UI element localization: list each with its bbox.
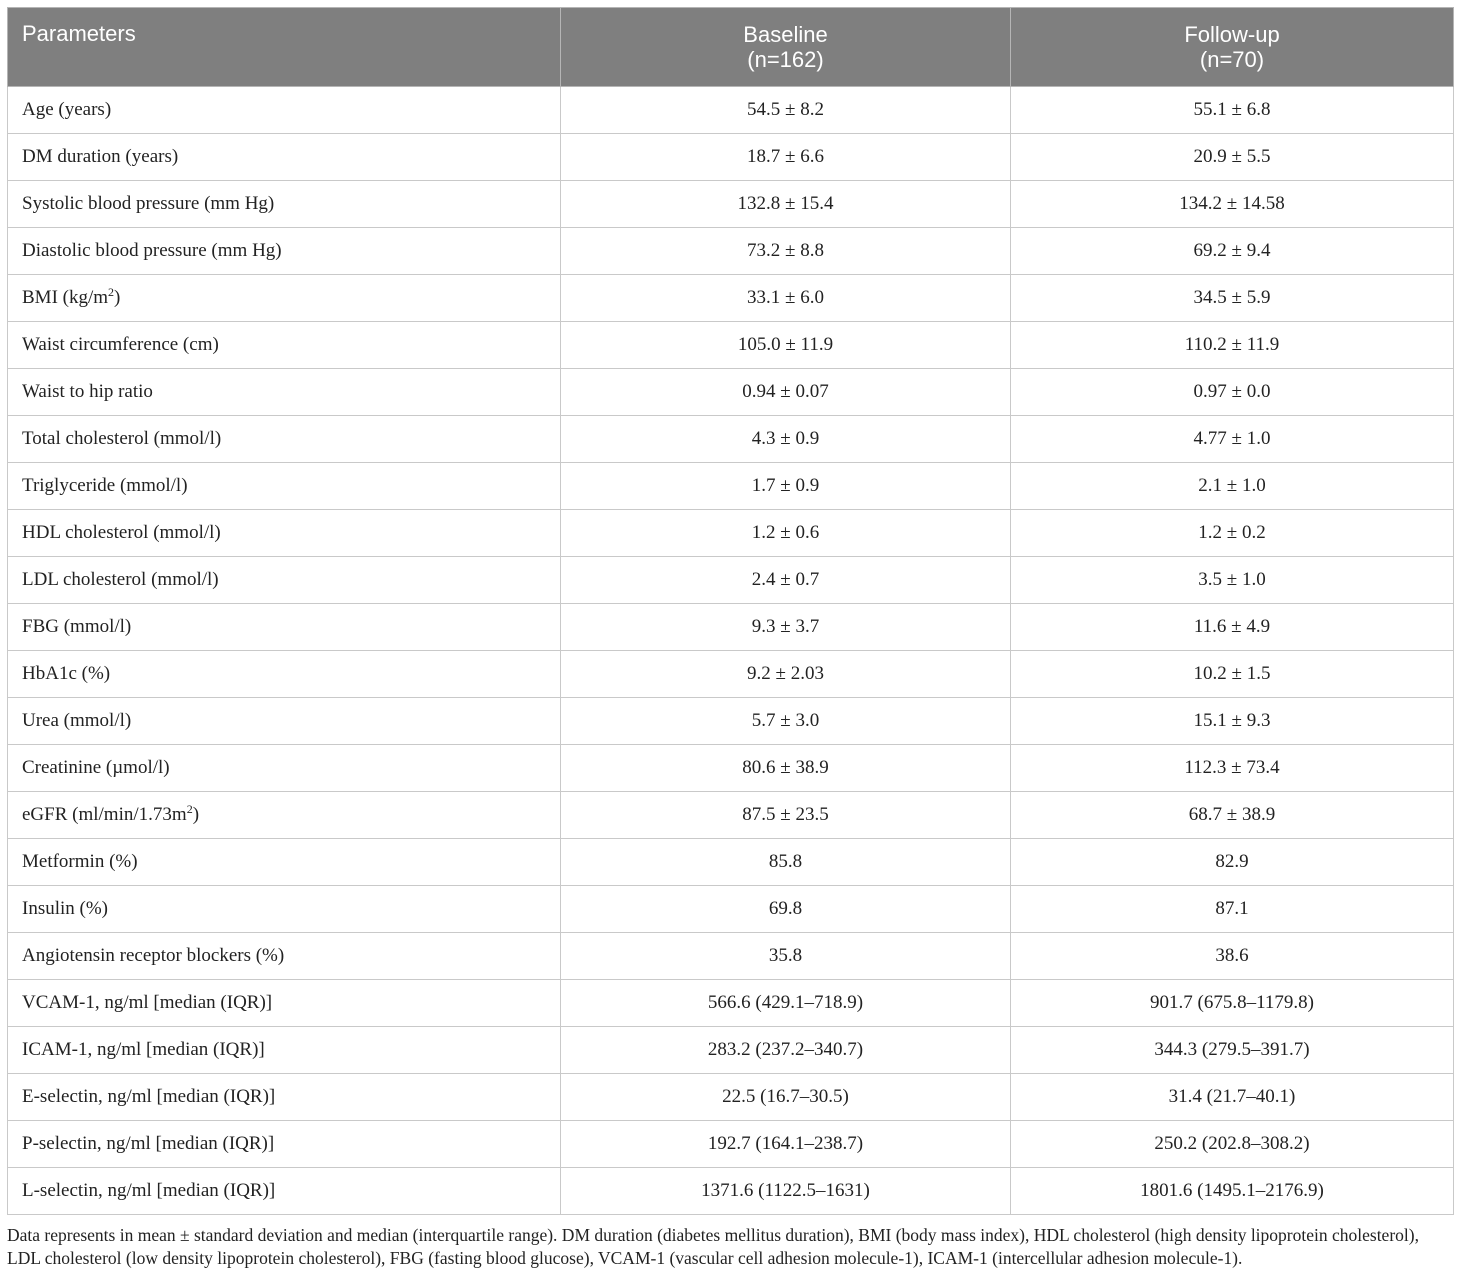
header-parameters: Parameters: [8, 8, 561, 87]
table-row: [8, 322, 1454, 369]
table-row: [8, 1121, 1454, 1168]
followup-value: 10.2 ± 1.5: [1011, 651, 1454, 698]
header-followup-n: (n=70): [1199, 47, 1265, 72]
parameter-label: ICAM-1, ng/ml [median (IQR)]: [22, 1039, 265, 1060]
parameter-label: LDL cholesterol (mmol/l): [22, 569, 219, 590]
baseline-value: 9.2 ± 2.03: [561, 651, 1011, 698]
baseline-value: 105.0 ± 11.9: [561, 322, 1011, 369]
table-row: [8, 651, 1454, 698]
baseline-value: 85.8: [561, 839, 1011, 886]
table-row: [8, 228, 1454, 275]
parameter-label: P-selectin, ng/ml [median (IQR)]: [22, 1133, 275, 1154]
parameter-label: Angiotensin receptor blockers (%): [22, 945, 285, 966]
baseline-value: 54.5 ± 8.2: [561, 87, 1011, 134]
table-row: [8, 134, 1454, 181]
parameter-label: Diastolic blood pressure (mm Hg): [22, 240, 282, 261]
parameter-cell: [8, 463, 561, 510]
followup-value: 69.2 ± 9.4: [1011, 228, 1454, 275]
followup-value: 68.7 ± 38.9: [1011, 792, 1454, 839]
parameter-label: Waist circumference (cm): [22, 334, 219, 355]
baseline-value: 33.1 ± 6.0: [561, 275, 1011, 322]
baseline-value: 283.2 (237.2–340.7): [561, 1027, 1011, 1074]
parameter-label: Waist to hip ratio: [22, 381, 153, 402]
table-row: [8, 416, 1454, 463]
parameter-cell: [8, 651, 561, 698]
table-body: [8, 87, 1454, 1215]
header-followup: [1011, 8, 1454, 87]
baseline-value: 18.7 ± 6.6: [561, 134, 1011, 181]
header-followup-title: Follow-up: [1184, 22, 1280, 47]
baseline-value: 87.5 ± 23.5: [561, 792, 1011, 839]
parameter-cell: [8, 980, 561, 1027]
table-row: [8, 557, 1454, 604]
header-baseline: [561, 8, 1011, 87]
parameter-cell: [8, 134, 561, 181]
followup-value: 15.1 ± 9.3: [1011, 698, 1454, 745]
parameter-cell: [8, 1168, 561, 1215]
parameter-cell: [8, 275, 561, 322]
followup-value: 344.3 (279.5–391.7): [1011, 1027, 1454, 1074]
table-row: [8, 933, 1454, 980]
parameter-label: Age (years): [22, 99, 112, 120]
parameter-label: VCAM-1, ng/ml [median (IQR)]: [22, 992, 273, 1013]
parameter-superscript: 2: [108, 285, 115, 299]
parameter-cell: [8, 228, 561, 275]
header-baseline-n: (n=162): [747, 47, 824, 72]
table-row: [8, 604, 1454, 651]
baseline-value: 69.8: [561, 886, 1011, 933]
parameter-label: DM duration (years): [22, 146, 179, 167]
parameter-cell: [8, 557, 561, 604]
table-header: [8, 8, 1454, 87]
parameters-table: [7, 7, 1454, 1215]
parameter-label-suffix: ): [114, 287, 121, 308]
followup-value: 901.7 (675.8–1179.8): [1011, 980, 1454, 1027]
parameter-cell: [8, 369, 561, 416]
table-row: [8, 1168, 1454, 1215]
followup-value: 11.6 ± 4.9: [1011, 604, 1454, 651]
parameter-label: Insulin (%): [22, 898, 109, 919]
header-baseline-title: Baseline: [743, 22, 828, 47]
baseline-value: 4.3 ± 0.9: [561, 416, 1011, 463]
parameter-label: HDL cholesterol (mmol/l): [22, 522, 221, 543]
table-row: [8, 1074, 1454, 1121]
baseline-value: 22.5 (16.7–30.5): [561, 1074, 1011, 1121]
followup-value: 112.3 ± 73.4: [1011, 745, 1454, 792]
followup-value: 250.2 (202.8–308.2): [1011, 1121, 1454, 1168]
parameter-cell: [8, 1121, 561, 1168]
parameter-cell: [8, 322, 561, 369]
table-row: [8, 510, 1454, 557]
baseline-value: 35.8: [561, 933, 1011, 980]
followup-value: 1.2 ± 0.2: [1011, 510, 1454, 557]
parameter-cell: [8, 792, 561, 839]
parameter-cell: [8, 745, 561, 792]
parameter-cell: [8, 510, 561, 557]
followup-value: 3.5 ± 1.0: [1011, 557, 1454, 604]
header-row: [8, 8, 1454, 87]
table-row: [8, 1027, 1454, 1074]
followup-value: 134.2 ± 14.58: [1011, 181, 1454, 228]
followup-value: 2.1 ± 1.0: [1011, 463, 1454, 510]
followup-value: 4.77 ± 1.0: [1011, 416, 1454, 463]
parameter-label: E-selectin, ng/ml [median (IQR)]: [22, 1086, 276, 1107]
parameter-cell: [8, 181, 561, 228]
parameter-label: FBG (mmol/l): [22, 616, 132, 637]
parameter-superscript: 2: [186, 802, 193, 816]
baseline-value: 192.7 (164.1–238.7): [561, 1121, 1011, 1168]
table-row: [8, 369, 1454, 416]
followup-value: 0.97 ± 0.0: [1011, 369, 1454, 416]
parameter-label: Creatinine (µmol/l): [22, 757, 170, 778]
followup-value: 34.5 ± 5.9: [1011, 275, 1454, 322]
followup-value: 38.6: [1011, 933, 1454, 980]
baseline-value: 5.7 ± 3.0: [561, 698, 1011, 745]
parameter-label: Urea (mmol/l): [22, 710, 132, 731]
parameter-label: BMI (kg/m: [22, 287, 109, 308]
followup-value: 87.1: [1011, 886, 1454, 933]
parameter-cell: [8, 698, 561, 745]
followup-value: 82.9: [1011, 839, 1454, 886]
table-row: [8, 698, 1454, 745]
table-row: [8, 792, 1454, 839]
followup-value: 20.9 ± 5.5: [1011, 134, 1454, 181]
baseline-value: 1371.6 (1122.5–1631): [561, 1168, 1011, 1215]
parameter-label: Total cholesterol (mmol/l): [22, 428, 222, 449]
table-row: [8, 745, 1454, 792]
followup-value: 110.2 ± 11.9: [1011, 322, 1454, 369]
parameter-label: L-selectin, ng/ml [median (IQR)]: [22, 1180, 276, 1201]
baseline-value: 9.3 ± 3.7: [561, 604, 1011, 651]
parameter-label: Metformin (%): [22, 851, 138, 872]
baseline-value: 1.2 ± 0.6: [561, 510, 1011, 557]
table-footnote: Data represents in mean ± standard deviation and median (interquartile range). DM duration (diabetes mellitus duration), BMI (body mass index), HDL cholesterol (high density lipoprotein cholesterol), LDL cholesterol (low density lipoprotein cholesterol), FBG (fasting blood glucose), VCAM-1 (vascular cell adhesion molecule-1), ICAM-1 (intercellular adhesion molecule-1).: [7, 1225, 1419, 1268]
table-row: [8, 839, 1454, 886]
parameter-cell: [8, 886, 561, 933]
followup-value: 1801.6 (1495.1–2176.9): [1011, 1168, 1454, 1215]
table-row: [8, 980, 1454, 1027]
parameter-label: Systolic blood pressure (mm Hg): [22, 193, 275, 214]
table-row: [8, 87, 1454, 134]
baseline-value: 73.2 ± 8.8: [561, 228, 1011, 275]
baseline-value: 0.94 ± 0.07: [561, 369, 1011, 416]
followup-value: 31.4 (21.7–40.1): [1011, 1074, 1454, 1121]
parameter-cell: [8, 1027, 561, 1074]
baseline-value: 132.8 ± 15.4: [561, 181, 1011, 228]
parameter-label: HbA1c (%): [22, 663, 111, 684]
baseline-value: 566.6 (429.1–718.9): [561, 980, 1011, 1027]
parameter-cell: [8, 1074, 561, 1121]
parameter-label-suffix: ): [192, 804, 200, 825]
baseline-value: 2.4 ± 0.7: [561, 557, 1011, 604]
parameter-cell: [8, 416, 561, 463]
table-row: [8, 275, 1454, 322]
table-row: [8, 886, 1454, 933]
baseline-value: 80.6 ± 38.9: [561, 745, 1011, 792]
parameter-cell: [8, 604, 561, 651]
parameter-label: Triglyceride (mmol/l): [22, 475, 188, 496]
table-row: [8, 463, 1454, 510]
table-row: [8, 181, 1454, 228]
parameter-cell: [8, 933, 561, 980]
followup-value: 55.1 ± 6.8: [1011, 87, 1454, 134]
table-container: [7, 7, 1453, 1215]
parameter-cell: [8, 839, 561, 886]
parameter-label: eGFR (ml/min/1.73m: [22, 804, 187, 825]
parameter-cell: [8, 87, 561, 134]
baseline-value: 1.7 ± 0.9: [561, 463, 1011, 510]
